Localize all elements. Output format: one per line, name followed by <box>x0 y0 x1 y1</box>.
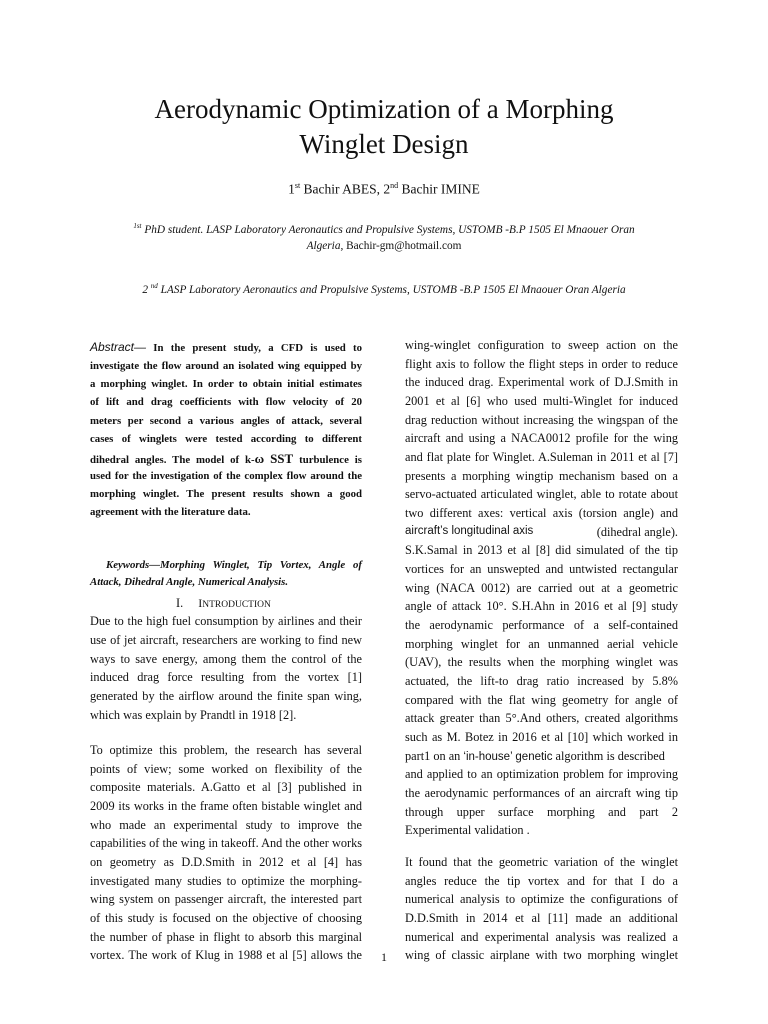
body-line: servo-actuated articulated winglet, able to rotate about <box>405 487 678 501</box>
body-line: composite materials. A.Gatto et al [3] published in <box>90 780 362 794</box>
abstract-line <box>90 451 362 467</box>
body-text: (dihedral angle). <box>596 525 678 539</box>
body-line: wing of classic airplane with two morphing winglet <box>405 948 678 962</box>
section-number: I. <box>176 596 184 610</box>
abstract-line: morphing winglet. The present results shown a good <box>90 488 362 500</box>
abstract-line: agreement with the literature data. <box>90 506 251 518</box>
body-text: algorithm is described <box>552 749 665 763</box>
section-title-initial: I <box>198 596 203 610</box>
affiliation-1-line-1: PhD student. LASP Laboratory Aeronautics and Propulsive Systems, USTOMB -B.P 1505 El Mnaouer Oran <box>141 224 635 236</box>
keywords-line: Attack, Dihedral Angle, Numerical Analysis. <box>90 576 289 588</box>
body-line: angles reduce the tip vortex and for that I do a <box>405 874 678 888</box>
author-1-sup: st <box>294 181 301 190</box>
author-2-name: Bachir IMINE <box>398 181 480 197</box>
affiliation-2-sup: nd <box>150 282 158 290</box>
affiliation-1 <box>60 218 708 254</box>
abstract-line: a morphing winglet. In order to obtain initial estimates <box>90 378 362 390</box>
body-text-sans: ‘in-house’ genetic <box>463 751 553 763</box>
abstract-text: In the present study, a CFD is used to <box>153 342 363 354</box>
body-line: capabilities of the wing in takeoff. And the other works <box>90 836 362 850</box>
body-line: generated by the airflow around the finite span wing, <box>90 689 362 703</box>
body-line: and applied to an optimization problem for improving <box>405 767 678 781</box>
body-line: numerical analysis to optimize the configurations of <box>405 892 678 906</box>
affiliation-1-sup: 1st <box>133 222 142 230</box>
sst-label: SST <box>270 451 294 466</box>
body-line: To optimize this problem, the research has several <box>90 743 362 757</box>
body-line <box>405 525 678 540</box>
body-line: who made an experimental study to improve the <box>90 818 362 832</box>
author-email: Bachir-gm@hotmail.com <box>346 240 462 252</box>
body-line: wing system on passenger aircraft, the interested part <box>90 892 362 906</box>
body-text: part1 on an <box>405 749 464 763</box>
body-line: induced drag force resulting from the vortex [1] <box>90 670 362 684</box>
page-number: 1 <box>381 950 387 964</box>
body-line: aircraft and using a NACA0012 profile for the wing <box>405 431 678 445</box>
body-line: 2001 et al [6] who used multi-Winglet for induced <box>405 394 678 408</box>
body-line: investigated many studies to optimize the morphing- <box>90 874 362 888</box>
affiliation-1-line-2: Algeria, <box>306 240 347 252</box>
body-line: compared with the flat wing geometry for angle of <box>405 693 678 707</box>
keywords-line: Keywords—Morphing Winglet, Tip Vortex, Angle of <box>106 559 362 571</box>
abstract-text: dihedral angles. The model of k- <box>90 454 255 466</box>
body-line: and flat plate for Winglet. A.Suleman in 2011 et al [7] <box>405 450 678 464</box>
affiliation-2 <box>60 278 708 298</box>
affiliation-2-text: LASP Laboratory Aeronautics and Propulsive Systems, USTOMB -B.P 1505 El Mnaouer Oran Algeria <box>157 284 626 296</box>
body-line: the number of phase in flight to absorb this marginal <box>90 930 362 944</box>
body-line: drag reduction without increasing the wingspan of the <box>405 413 678 427</box>
body-line: the induced drag. Experimental work of D.J.Smith in <box>405 375 678 389</box>
body-line: the aerodynamic performances of an aircraft wing tip <box>405 786 678 800</box>
body-line: the aerodynamic performance of a self-contained <box>405 618 678 632</box>
body-line: use of jet aircraft, researchers are working to find new <box>90 633 362 647</box>
body-line: wing-winglet configuration to sweep action on the <box>405 338 678 352</box>
author-2-sup: nd <box>390 181 399 190</box>
affiliation-2-prefix: 2 <box>142 284 151 296</box>
author-1-number: 1 <box>288 181 295 197</box>
body-line: angle of attack 10°. S.H.Ahn in 2016 et al [9] study <box>405 599 678 613</box>
body-line: numerical and experimental analysis was realized a <box>405 930 678 944</box>
body-line: S.K.Samal in 2013 et al [8] did simulated of the tip <box>405 543 678 557</box>
body-line: actuated, the lift-to drag ratio increased by 5.8% <box>405 674 678 688</box>
abstract-line: of lift and drag coefficients with flow velocity of 20 <box>90 396 362 408</box>
body-line: which was explain by Prandtl in 1918 [2]. <box>90 708 297 722</box>
body-line: presents a morphing wingtip mechanism based on a <box>405 469 678 483</box>
body-line: Experimental validation . <box>405 823 530 837</box>
author-1-name: Bachir ABES, 2 <box>300 181 391 197</box>
body-line: It found that the geometric variation of the winglet <box>405 855 678 869</box>
body-line: vortex. The work of Klug in 1988 et al [5] allows the <box>90 948 362 962</box>
body-line: (UAV), the results when the morphing winglet was <box>405 655 678 669</box>
body-line: such as M. Botez in 2016 et al [10] which worked in <box>405 730 678 744</box>
abstract-line: investigate the flow around an isolated wing equipped by <box>90 360 362 372</box>
body-line: through upper surface morphing and part 2 <box>405 805 678 819</box>
body-line: vortices for an unswepted and untwisted rectangular <box>405 562 678 576</box>
body-line: attack greater than 5°.And others, created algorithms <box>405 711 678 725</box>
abstract-line: used for the investigation of the complex flow around the <box>90 470 362 482</box>
abstract-line <box>90 340 362 354</box>
section-title-rest: NTRODUCTION <box>202 600 271 610</box>
abstract-line: meters per second a various angles of attack, several <box>90 415 362 427</box>
body-line: on geometry as D.D.Smith in 2012 et al [4] has <box>90 855 362 869</box>
body-line <box>405 749 678 764</box>
body-line: Due to the high fuel consumption by airlines and their <box>90 614 362 628</box>
body-line: flight axis to follow the flight steps in order to reduce <box>405 357 678 371</box>
body-line: 2009 its works in the frame often bistable winglet and <box>90 799 362 813</box>
body-line: D.D.Smith in 2014 et al [11] made an additional <box>405 911 678 925</box>
body-line: morphing winglet for an unmanned aerial vehicle <box>405 637 678 651</box>
paper-title-line-1: Aerodynamic Optimization of a Morphing <box>154 94 614 124</box>
body-line: two different axes: vertical axis (torsion angle) and <box>405 506 678 520</box>
abstract-line: cases of winglets were tested according to different <box>90 433 362 445</box>
body-line: wing (NACA 0012) are carried out at a geometric <box>405 581 678 595</box>
body-line: of this study is focused on the objective of choosing <box>90 911 362 925</box>
author-line <box>60 181 708 198</box>
body-text-sans: aircraft’s longitudinal axis <box>405 525 534 537</box>
abstract-label: Abstract— <box>90 340 147 354</box>
abstract-text: turbulence is <box>293 454 363 466</box>
body-line: points of view; some worked on flexibility of the <box>90 762 362 776</box>
section-heading <box>176 596 271 611</box>
body-line: ways to save energy, among them the control of the <box>90 652 362 666</box>
paper-title-line-2: Winglet Design <box>299 129 469 159</box>
omega-symbol: ω <box>254 451 265 466</box>
